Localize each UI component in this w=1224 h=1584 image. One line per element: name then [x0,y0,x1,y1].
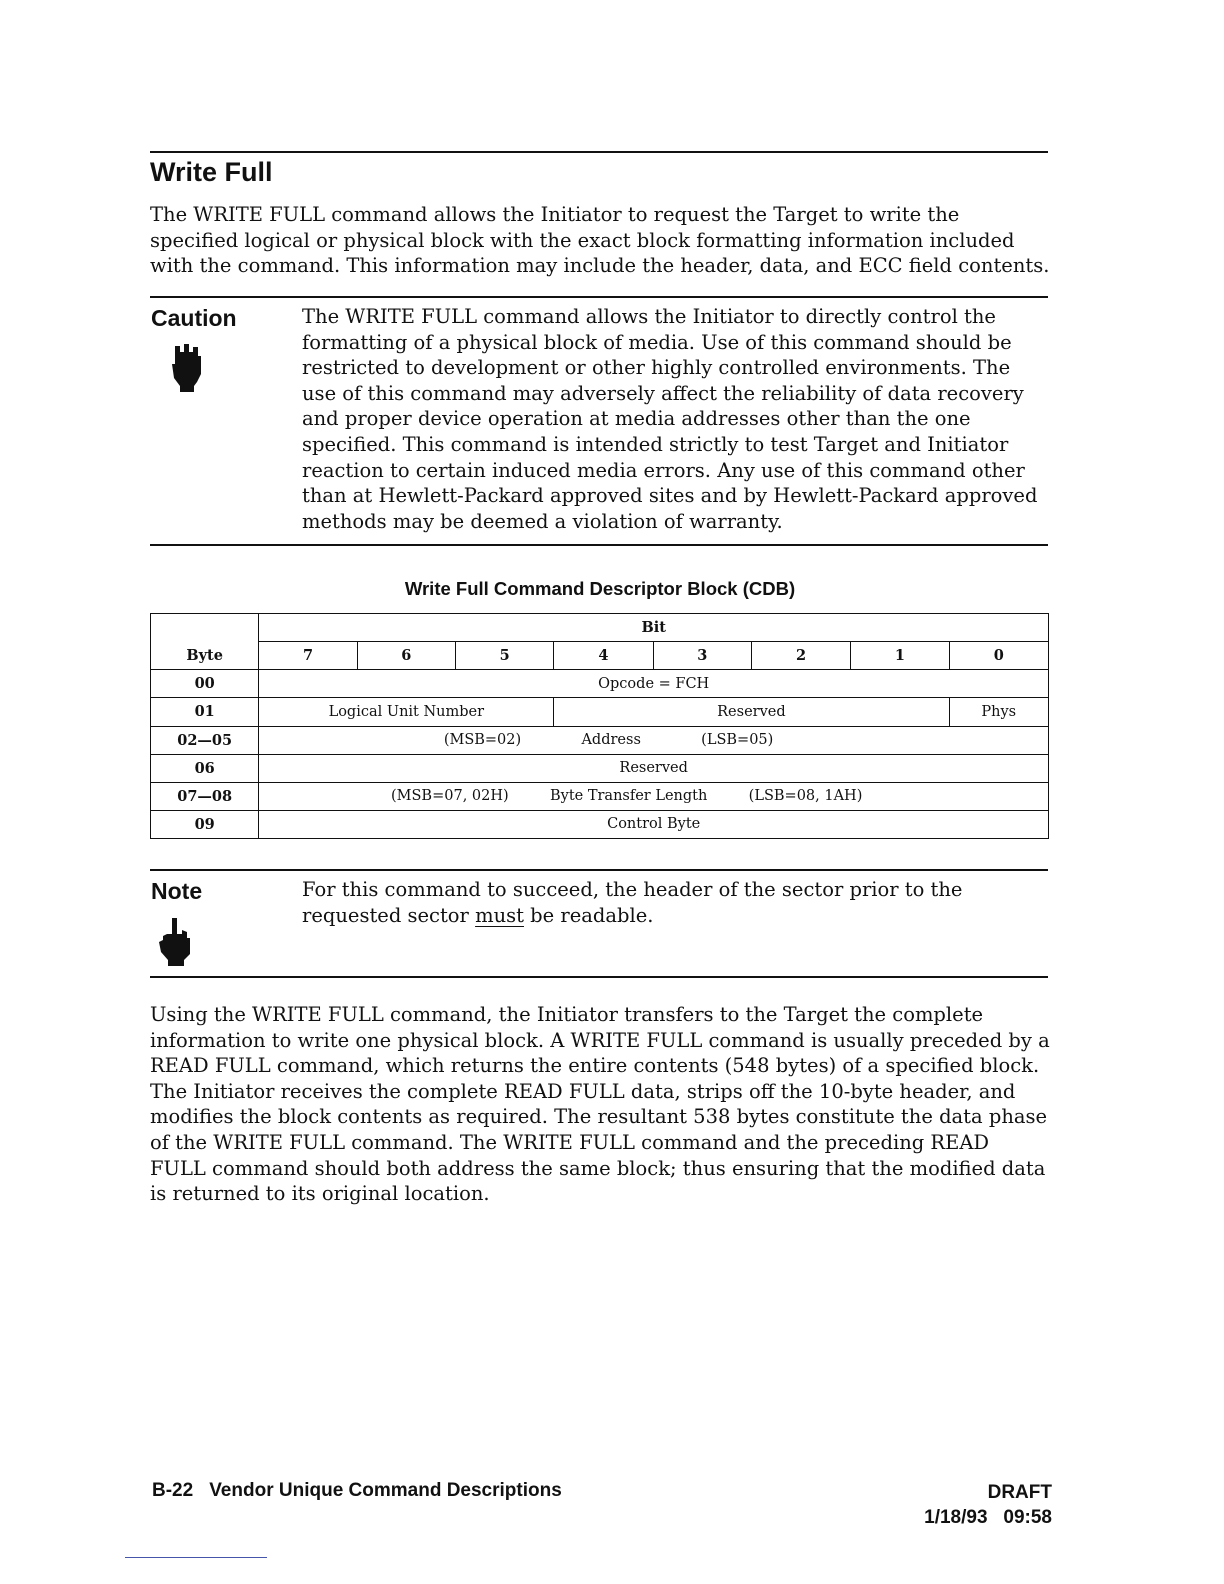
table-title: Write Full Command Descriptor Block (CDB) [404,578,796,599]
byte-header-spacer [151,614,259,642]
cdb-table [150,613,1049,839]
chapter-title: Vendor Unique Command Descriptions [209,1480,562,1501]
address-label: Address [581,732,641,749]
reserved-field: Reserved [554,698,949,726]
bit-7: 7 [259,642,357,670]
byte-cell: 00 [151,670,259,698]
table-row [151,670,1049,698]
bit-header-row [151,614,1049,642]
byte-cell: 09 [151,810,259,838]
draft-date: 1/18/93 [924,1507,988,1528]
address-msb: (MSB=02) [443,732,522,749]
hand-pointing-icon [156,916,192,968]
lun-field: Logical Unit Number [259,698,554,726]
address-field [259,726,1049,754]
reserved-field: Reserved [259,754,1049,782]
bit-1: 1 [851,642,949,670]
byte-transfer-length-field [259,782,1049,810]
opcode-field: Opcode = FCH [259,670,1049,698]
hand-stop-icon [168,342,204,394]
phys-field: Phys [949,698,1048,726]
control-byte-field: Control Byte [259,810,1049,838]
intro-paragraph: The WRITE FULL command allows the Initiator to request the Target to write the specified logical or physical block with the exact block formatting information included with the command. This information may include the header, data, and ECC field contents. [150,203,1050,278]
footer-left [152,1480,562,1502]
section-title: Write Full [150,157,273,187]
byte-cell: 01 [151,698,259,726]
address-lsb: (LSB=05) [701,732,774,749]
table-row [151,698,1049,726]
bit-3: 3 [653,642,751,670]
table-row [151,754,1049,782]
draft-label: DRAFT [987,1482,1052,1503]
draft-time: 09:58 [1003,1507,1052,1528]
note-bottom-rule [150,976,1048,978]
byte-cell: 02—05 [151,726,259,754]
bottom-edge-rule [125,1557,267,1558]
page-number: B-22 [152,1480,194,1501]
bit-0: 0 [949,642,1048,670]
table-row [151,810,1049,838]
bit-header: Bit [259,614,1049,642]
bit-6: 6 [357,642,455,670]
table-row [151,726,1049,754]
caution-bottom-rule [150,544,1048,546]
top-rule [150,151,1048,153]
bit-numbers-row [151,642,1049,670]
note-emphasis: must [475,903,524,927]
note-text-after: be readable. [523,903,654,927]
byte-cell: 07—08 [151,782,259,810]
note-text [302,877,1042,928]
length-msb: (MSB=07, 02H) [391,788,509,805]
caution-text: The WRITE FULL command allows the Initiator to directly control the formatting of a physical block of media. Use of this command should be restricted to development or other highly controlled environments. The use of this command may adversely affect the reliability of data recovery and proper device operation at media addresses other than the one specified. This command is intended strictly to test Target and Initiator reaction to certain induced media errors. Any use of this command other than at Hewlett-Packard approved sites and by Hewlett-Packard approved methods may be deemed a violation of warranty. [302,305,1038,533]
note-text-before: For this command to succeed, the header of the sector prior to the requested sector [302,878,963,927]
length-lsb: (LSB=08, 1AH) [748,788,863,805]
byte-cell: 06 [151,754,259,782]
bit-2: 2 [751,642,850,670]
note-label: Note [151,878,203,904]
bit-5: 5 [455,642,553,670]
footer-right [924,1480,1052,1530]
length-label: Byte Transfer Length [549,788,708,805]
table-row [151,782,1049,810]
note-top-rule [150,869,1048,871]
caution-top-rule [150,296,1048,298]
byte-header: Byte [151,642,259,670]
bit-4: 4 [554,642,653,670]
caution-label: Caution [151,305,237,331]
closing-paragraph: Using the WRITE FULL command, the Initiator transfers to the Target the complete information to write one physical block. A WRITE FULL command is usually preceded by a READ FULL command, which returns the entire contents (548 bytes) of a specified block. The Initiator receives the complete READ FULL data, strips off the 10-byte header, and modifies the block contents as required. The resultant 538 bytes constitute the data phase of the WRITE FULL command. The WRITE FULL command and the preceding READ FULL command should both address the same block; thus ensuring that the modified data is returned to its original location. [150,1003,1050,1206]
